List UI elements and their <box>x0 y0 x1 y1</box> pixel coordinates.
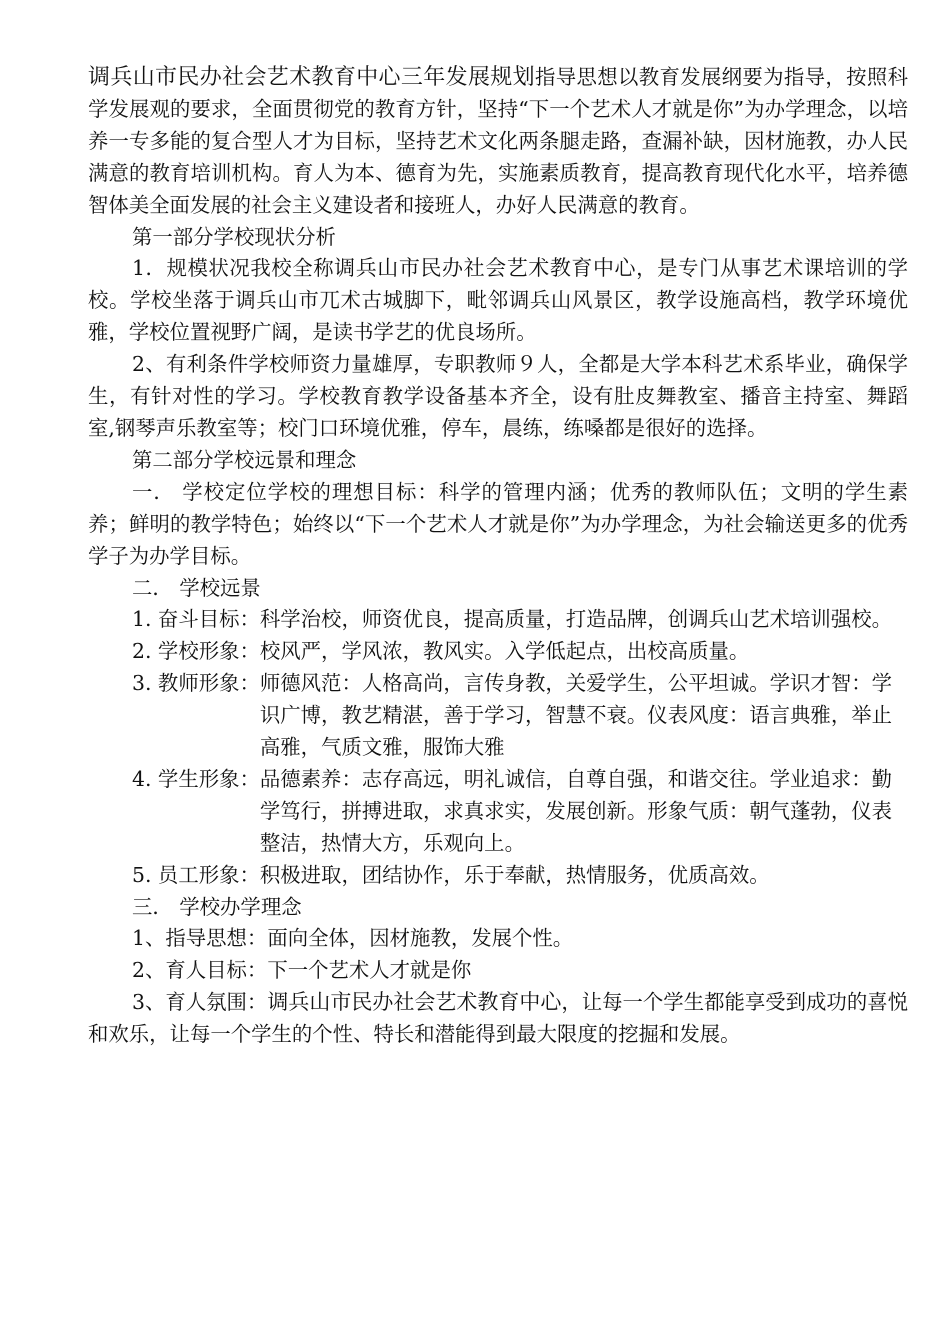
philosophy-item-3 <box>88 987 908 1051</box>
vision-item-3 <box>88 668 908 764</box>
philosophy-item-2: 2、育人目标：下一个艺术人才就是你 <box>132 958 472 983</box>
intro-paragraph <box>88 62 908 222</box>
vision-heading: 二． 学校远景 <box>132 575 261 600</box>
part1-item-1-text: ，是专门从事艺术课培训的学校。学校坐落于调兵山市兀术古城脚下，毗邻调兵山风景区，教学设施高档，教学环境优雅，学校位置视野广阔，是读书学艺的优良场所。 <box>88 256 909 345</box>
philosophy-item-3-prefix: 3、育人氛围： <box>132 990 268 1015</box>
part1-item-2: 2、有利条件学校师资力量雄厚，专职教师９人，全都是大学本科艺术系毕业，确保学生，有针对性的学习。学校教育教学设备基本齐全，设有肚皮舞教室、播音主持室、舞蹈室,钢琴声乐教室等；校门口环境优雅，停车，晨练，练嗓都是很好的选择。 <box>88 352 908 440</box>
document-page <box>88 62 908 1051</box>
part2-heading: 第二部分学校远景和理念 <box>132 447 357 472</box>
vision-item-1: 1. 奋斗目标：科学治校，师资优良，提高质量，打造品牌，创调兵山艺术培训强校。 <box>132 607 892 632</box>
school-name: 调兵山市民办社会艺术教育中心 <box>334 256 637 281</box>
document-title: 调兵山市民办社会艺术教育中心三年发展规划 <box>88 65 536 90</box>
part1-item-1-prefix: 1．规模状况我校全称 <box>132 256 335 281</box>
part1-heading: 第一部分学校现状分析 <box>132 224 336 249</box>
vision-item-4-body: 品德素养：志存高远，明礼诚信，自尊自强，和谐交往。学业追求：勤学笃行，拼搏进取，求真求实，发展创新。形象气质：朝气蓬勃，仪表整洁，热情大方，乐观向上。 <box>259 766 892 855</box>
vision-item-5: 5. 员工形象：积极进取，团结协作，乐于奉献，热情服务，优质高效。 <box>132 862 770 887</box>
part1-item-1 <box>88 253 908 349</box>
vision-item-3-label: 3. 教师形象： <box>132 671 260 696</box>
vision-item-2: 2. 学校形象：校风严，学风浓，教风实。入学低起点，出校高质量。 <box>132 639 750 664</box>
vision-item-4 <box>88 764 908 860</box>
philosophy-item-1: 1、指导思想：面向全体，因材施教，发展个性。 <box>132 926 574 951</box>
intro-text: 指导思想以教育发展纲要为指导，按照科学发展观的要求，全面贯彻党的教育方针，坚持“下一个艺术人才就是你”为办学理念，以培养一专多能的复合型人才为目标，坚持艺术文化两条腿走路，查漏补缺，因材施教，办人民满意的教育培训机构。育人为本、德育为先，实施素质教育，提高教育现代化水平，培养德智体美全面发展的社会主义建设者和接班人，办好人民满意的教育。 <box>88 65 908 217</box>
vision-item-3-body: 师德风范：人格高尚，言传身教，关爱学生，公平坦诚。学识才智：学识广博，教艺精湛，善于学习，智慧不衰。仪表风度：语言典雅，举止高雅，气质文雅，服饰大雅 <box>259 671 892 760</box>
philosophy-item-3-text: ，让每一个学生都能享受到成功的喜悦和欢乐，让每一个学生的个性、特长和潜能得到最大限度的挖掘和发展。 <box>88 990 908 1047</box>
vision-item-4-label: 4. 学生形象： <box>132 766 260 791</box>
part2-positioning: 一． 学校定位学校的理想目标：科学的管理内涵；优秀的教师队伍；文明的学生素养；鲜明的教学特色；始终以“下一个艺术人才就是你”为办学理念，为社会输送更多的优秀学子为办学目标。 <box>88 479 908 568</box>
school-name-2: 调兵山市民办社会艺术教育中心 <box>267 990 562 1015</box>
philosophy-heading: 三． 学校办学理念 <box>132 894 302 919</box>
